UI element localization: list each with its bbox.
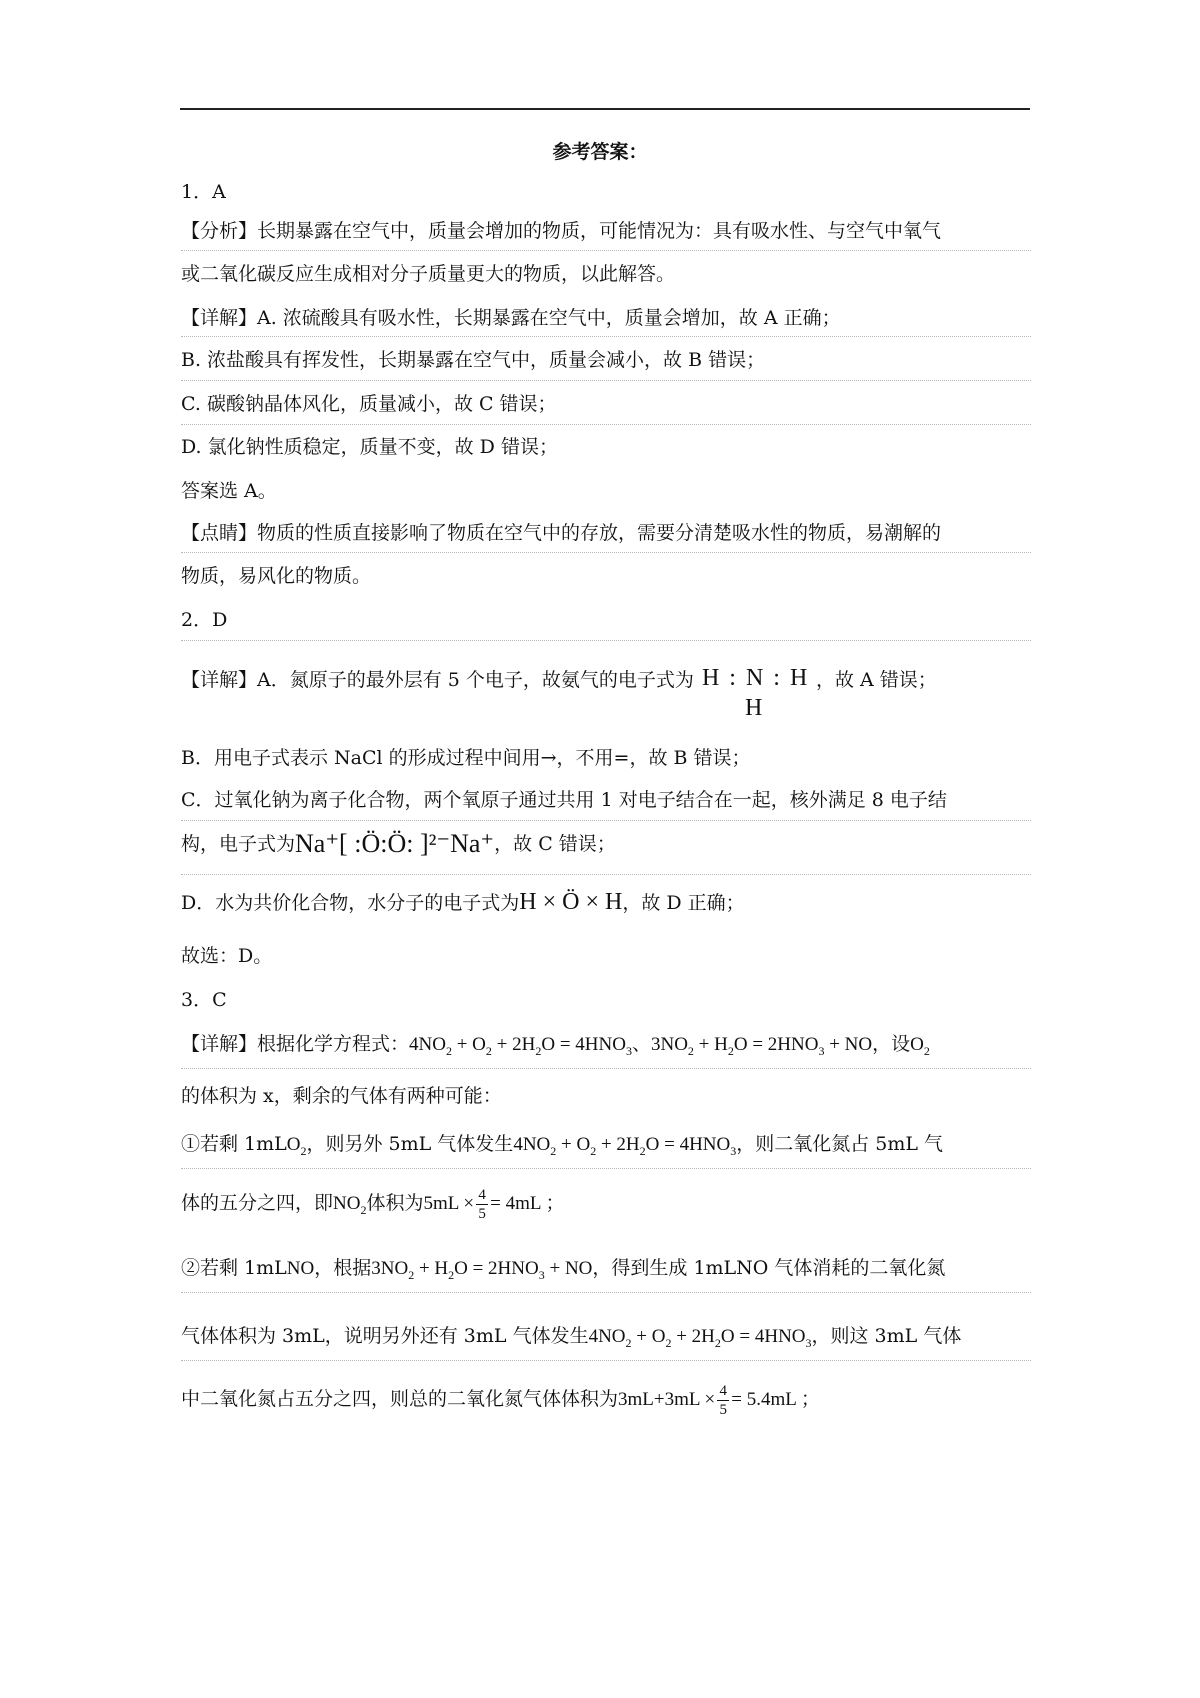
q3-eq-post: ，设	[872, 1033, 911, 1055]
q3-head: 3．C	[181, 989, 227, 1011]
q1-analysis-2: 或二氧化碳反应生成相对分子质量更大的物质，以此解答。	[181, 263, 676, 285]
q3-c1-mid: ，则另外 5mL 气体发生	[306, 1133, 514, 1155]
na2o2-electron-formula: Na⁺[ :Ö:Ö: ]²⁻Na⁺	[295, 829, 495, 858]
calc-formula-1: 5mL × $\frac{4}{5}$ = 4mL ；	[423, 1187, 565, 1222]
eq-formula-2: $3NO_2 + H_2O = 2HNO_3$ + NO	[371, 1258, 593, 1282]
q2-d-pre: D．水为共价化合物，水分子的电子式为	[181, 892, 520, 914]
q1-answer: 答案选 A。	[181, 480, 277, 502]
q3-case1b-line	[181, 1186, 1031, 1230]
no-formula: NO	[286, 1258, 315, 1279]
page-title: 参考答案：	[552, 141, 648, 163]
dotted-rule	[181, 1068, 1031, 1069]
q3-case2c-line	[181, 1382, 1031, 1426]
q2-answer: 故选：D。	[181, 945, 273, 967]
q3-c1b-pre: 体的五分之四，即	[181, 1191, 334, 1214]
q1-tip-1: 【点睛】物质的性质直接影响了物质在空气中的存放，需要分清楚吸水性的物质，易潮解的	[181, 522, 942, 544]
q2-line-a	[181, 666, 1031, 726]
dotted-rule	[181, 1292, 1031, 1293]
dotted-rule	[181, 1168, 1031, 1169]
eq-formula-1: $4NO_2 + O_2 + 2H_2O = 4HNO_3$	[513, 1134, 737, 1158]
q3-c1-pre: ①若剩 1mL	[181, 1133, 287, 1155]
dotted-rule	[181, 1360, 1031, 1361]
eq-formula-2: $3NO_2 + H_2O = 2HNO_3$ + NO	[650, 1034, 873, 1058]
q3-eq-sep: 、	[631, 1033, 651, 1055]
q2-a-post: ，故 A 错误；	[815, 669, 937, 691]
q3-c2-mid: ，根据	[314, 1257, 372, 1279]
q2-c-pre: 构，电子式为	[181, 833, 296, 855]
q1-head: 1．A	[181, 181, 226, 203]
no2-formula: $NO_2$	[333, 1192, 367, 1217]
fraction-4-5: $\frac{4}{5}$	[717, 1382, 729, 1419]
o2-formula: $O_2$	[910, 1034, 930, 1058]
eq-formula-1: $4NO_2 + O_2 + 2H_2O = 4HNO_3$	[588, 1326, 812, 1350]
q1-detail-d: D. 氯化钠性质稳定，质量不变，故 D 错误；	[181, 436, 558, 458]
q3-case2b-line	[181, 1322, 1031, 1357]
q3-c1-post: ，则二氧化氮占 5mL 气	[736, 1133, 944, 1155]
h2o-electron-formula: H × Ö × H	[519, 889, 623, 915]
q3-line-2: 的体积为 x，剩余的气体有两种可能：	[181, 1085, 502, 1107]
q1-detail-c: C. 碳酸钠晶体风化，质量减小，故 C 错误；	[181, 393, 557, 415]
q1-analysis-1: 【分析】长期暴露在空气中，质量会增加的物质，可能情况为：具有吸水性、与空气中氧气	[181, 220, 942, 242]
q2-head: 2．D	[181, 609, 228, 631]
q3-eq-pre: 【详解】根据化学方程式：	[181, 1033, 410, 1055]
dotted-rule	[181, 820, 1031, 821]
eq-formula-1: $4NO_2 + O_2 + 2H_2O = 4HNO_3$	[409, 1034, 632, 1058]
dotted-rule	[181, 336, 1031, 337]
fraction-4-5: $\frac{4}{5}$	[476, 1186, 488, 1223]
q2-a-pre: 【详解】A．氮原子的最外层有 5 个电子，故氨气的电子式为	[181, 669, 694, 691]
q2-d-post: ，故 D 正确；	[622, 892, 745, 914]
nh3-electron-formula	[700, 666, 810, 722]
q3-case2-line	[181, 1254, 1031, 1289]
dotted-rule	[181, 250, 1031, 251]
q2-line-d	[181, 888, 1031, 917]
calc-formula-2: 3mL+3mL × $\frac{4}{5}$ = 5.4mL ；	[618, 1383, 820, 1418]
dotted-rule	[181, 424, 1031, 425]
q3-equation-line	[181, 1030, 1031, 1065]
q1-detail-a: 【详解】A. 浓硫酸具有吸水性，长期暴露在空气中，质量会增加，故 A 正确；	[181, 307, 841, 329]
q3-c2b-pre: 气体体积为 3mL，说明另外还有 3mL 气体发生	[181, 1325, 589, 1347]
dotted-rule	[181, 874, 1031, 875]
q2-line-c1: C．过氧化钠为离子化合物，两个氧原子通过共用 1 对电子结合在一起，核外满足 8 电子结	[181, 789, 947, 811]
dotted-rule	[181, 380, 1031, 381]
o2-formula: $O_2$	[286, 1134, 307, 1158]
q3-case1-line	[181, 1130, 1031, 1165]
nh3-formula-bottom: H	[744, 695, 763, 721]
q3-c2-post: ，得到生成 1mLNO 气体消耗的二氧化氮	[592, 1257, 946, 1279]
q2-line-c2	[181, 830, 1031, 858]
dotted-rule	[181, 552, 1031, 553]
q3-c2c-pre: 中二氧化氮占五分之四，则总的二氧化氮气体体积为	[181, 1387, 619, 1410]
nh3-formula-top: H : N : H	[701, 665, 810, 691]
q3-c2b-post: ，则这 3mL 气体	[811, 1325, 962, 1347]
q3-c1b-mid: 体积为	[366, 1191, 424, 1214]
dotted-rule	[181, 640, 1031, 641]
q1-detail-b: B. 浓盐酸具有挥发性，长期暴露在空气中，质量会减小，故 B 错误；	[181, 349, 766, 371]
q2-c-post: ，故 C 错误；	[494, 833, 616, 855]
q1-tip-2: 物质，易风化的物质。	[181, 565, 372, 587]
q2-line-b: B．用电子式表示 NaCl 的形成过程中间用→，不用=，故 B 错误；	[181, 747, 751, 769]
header-rule	[180, 108, 1030, 110]
q3-c2-pre: ②若剩 1mL	[181, 1257, 287, 1279]
